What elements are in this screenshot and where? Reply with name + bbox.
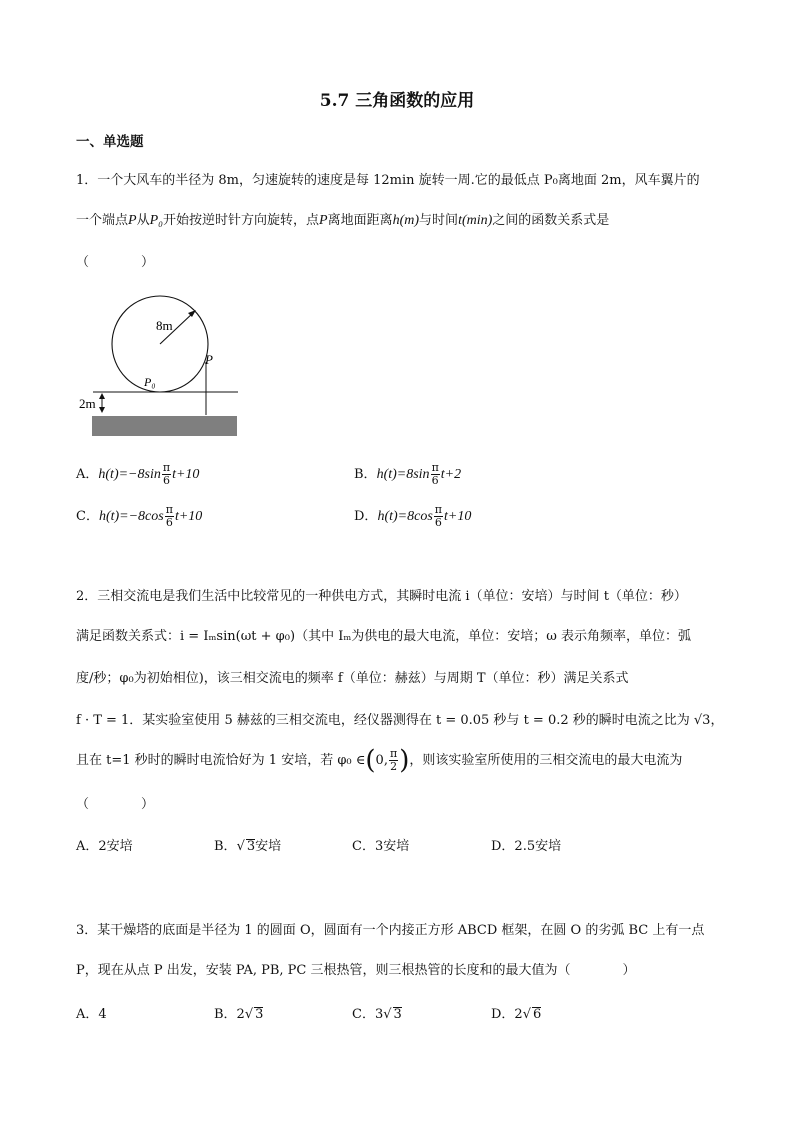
q3-option-b[interactable]: B．2√ 3 [214,1007,264,1022]
sqrt-sign: √ [244,1007,254,1022]
q1-answer-blank: （ ） [76,255,155,270]
section-heading: 一、单选题 [76,134,144,150]
q1-option-d[interactable]: D．h(t)=8cos $\frac{\pi}{6}$ t+10 [354,503,472,529]
dim-arrow-up [99,393,105,399]
q1-stem-line1: 1．一个大风车的半径为 8m，匀速旋转的速度是每 12min 旋转一周.它的最低点 P₀离地面 2m，风车翼片的 [76,173,700,188]
q3-option-d[interactable]: D．2√ 6 [491,1007,542,1022]
q2-option-b[interactable]: B．√ 3安培 [214,839,282,854]
q2-stem-line1: 2．三相交流电是我们生活中比较常见的一种供电方式，其瞬时电流 i（单位：安培）与时间 t（单位：秒） [76,589,687,604]
q1-stem-line2: 一个端点P从P₀开始按逆时针方向旋转，点P离地面距离h(m)与时间t(min)之间的函数关系式是 [76,213,610,228]
q3-option-c[interactable]: C．3√ 3 [352,1007,402,1022]
q2-option-c[interactable]: C．3安培 [352,839,410,854]
q1-option-c[interactable]: C．h(t)=−8cos $\frac{\pi}{6}$ t+10 [76,503,203,529]
q3-option-a[interactable]: A．4 [76,1007,107,1022]
page-title: 5.7 三角函数的应用 [319,91,475,111]
radius-label: 8m [156,318,173,333]
sqrt-sign: √ [522,1007,531,1022]
q2-answer-blank: （ ） [76,797,155,812]
p-label: P [205,352,213,367]
q2-stem-line5: 且在 t=1 秒时的瞬时电流恰好为 1 安培，若 φ₀ ∈(0, $\frac{\pi}{2}$ )，则该实验室所使用的三相交流电的最大电流为 [76,745,683,776]
q2-stem-line2: 满足函数关系式：i = Iₘsin(ωt + φ₀)（其中 Iₘ为供电的最大电流，单位：安培；ω 表示角频率，单位：弧 [76,629,692,644]
dim-arrow-down [99,407,105,413]
q2-stem-line3: 度/秒；φ₀为初始相位)，该三相交流电的频率 f（单位：赫兹）与周期 T（单位：秒）满足关系式 [76,671,629,686]
q2-option-a[interactable]: A．2安培 [76,839,133,854]
q2-option-d[interactable]: D．2.5安培 [491,839,562,854]
height-label: 2m [79,396,96,411]
p0-label: P₀ [144,375,156,389]
sqrt-sign: √ [383,1007,392,1022]
sqrt-sign: √ [236,839,245,854]
windmill-figure [79,292,248,442]
q3-stem-line1: 3．某干燥塔的底面是半径为 1 的圆面 O，圆面有一个内接正方形 ABCD 框架，在圆 O 的劣弧 BC 上有一点 [76,923,705,938]
q3-stem-line2: P，现在从点 P 出发，安装 PA, PB, PC 三根热管，则三根热管的长度和的最大值为（ ） [76,963,636,978]
q1-option-b[interactable]: B．h(t)=8sin $\frac{\pi}{6}$ t+2 [354,461,462,487]
q2-stem-line4: f · T = 1．某实验室使用 5 赫兹的三相交流电，经仪器测得在 t = 0.05 秒与 t = 0.2 秒的瞬时电流之比为 √3， [76,713,724,728]
q1-option-a[interactable]: A．h(t)=−8sin $\frac{\pi}{6}$ t+10 [76,461,200,487]
ground-block [92,416,237,436]
